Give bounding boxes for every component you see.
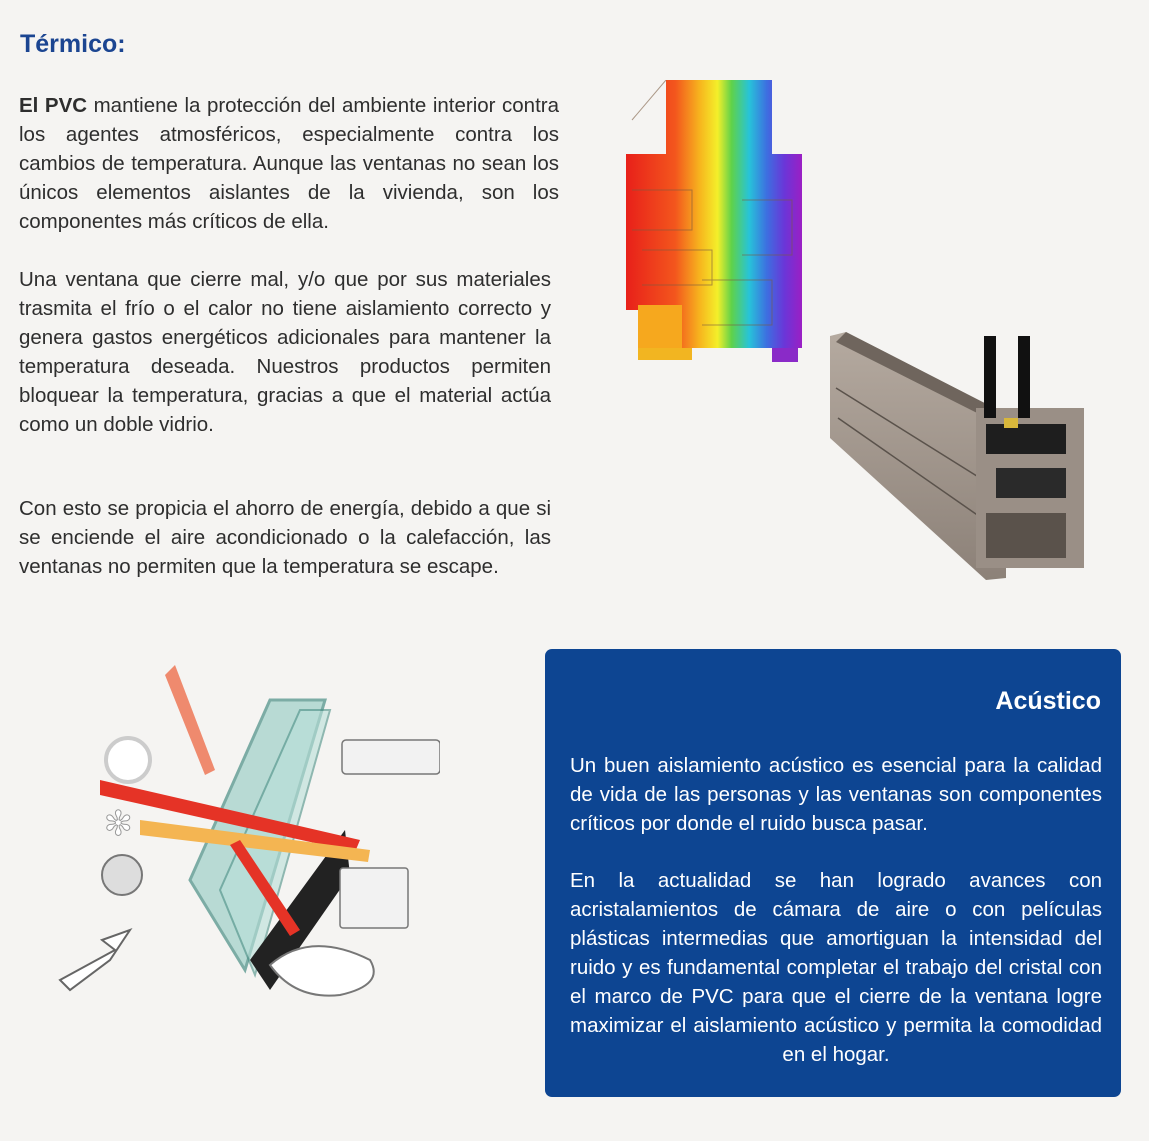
thermal-paragraph-1 [19,91,559,236]
pvc-bold-label: El PVC [19,94,88,117]
thermal-gradient-image [622,80,808,372]
svg-text:✻: ✻ [104,804,133,844]
acoustic-title: Acústico [995,687,1101,715]
thermal-paragraph-3: Con esto se propicia el ahorro de energía, debido a que si se enciende el aire acondicionado o la calefacción, las ventanas no permiten que la temperatura se escape. [19,497,551,578]
acoustic-paragraph-1: Un buen aislamiento acústico es esencial para la calidad de vida de las personas y las ventanas son componentes críticos por donde el ruido busca pasar. [570,754,1102,835]
glass-insulation-image [40,640,440,1020]
window-profile-image [826,328,1094,582]
acoustic-paragraph-2: En la actualidad se han logrado avances con acristalamientos de cámara de aire o con películas plásticas intermedias que amortiguan la intensidad del ruido y es fundamental completar el trabajo del cristal con el marco de PVC para que el cierre de la ventana logre maximizar el aislamiento acústico y permita la comodidad en el hogar. [570,869,1102,1066]
thermal-paragraph-1-text: mantiene la protección del ambiente interior contra los agentes atmosféricos, especialmente contra los cambios de temperatura. Aunque las ventanas no sean los únicos elementos aislantes de la vivienda, son los componentes más críticos de ella. [19,94,559,233]
thermal-title: Térmico: [20,30,126,58]
thermal-paragraph-2: Una ventana que cierre mal, y/o que por sus materiales trasmita el frío o el calor no tiene aislamiento correcto y genera gastos energéticos adicionales para mantener la temperatura deseada. Nuestros productos permiten bloquear la temperatura, gracias a que el material actúa como un doble vidrio. [19,268,551,436]
acoustic-panel [545,649,1121,1097]
